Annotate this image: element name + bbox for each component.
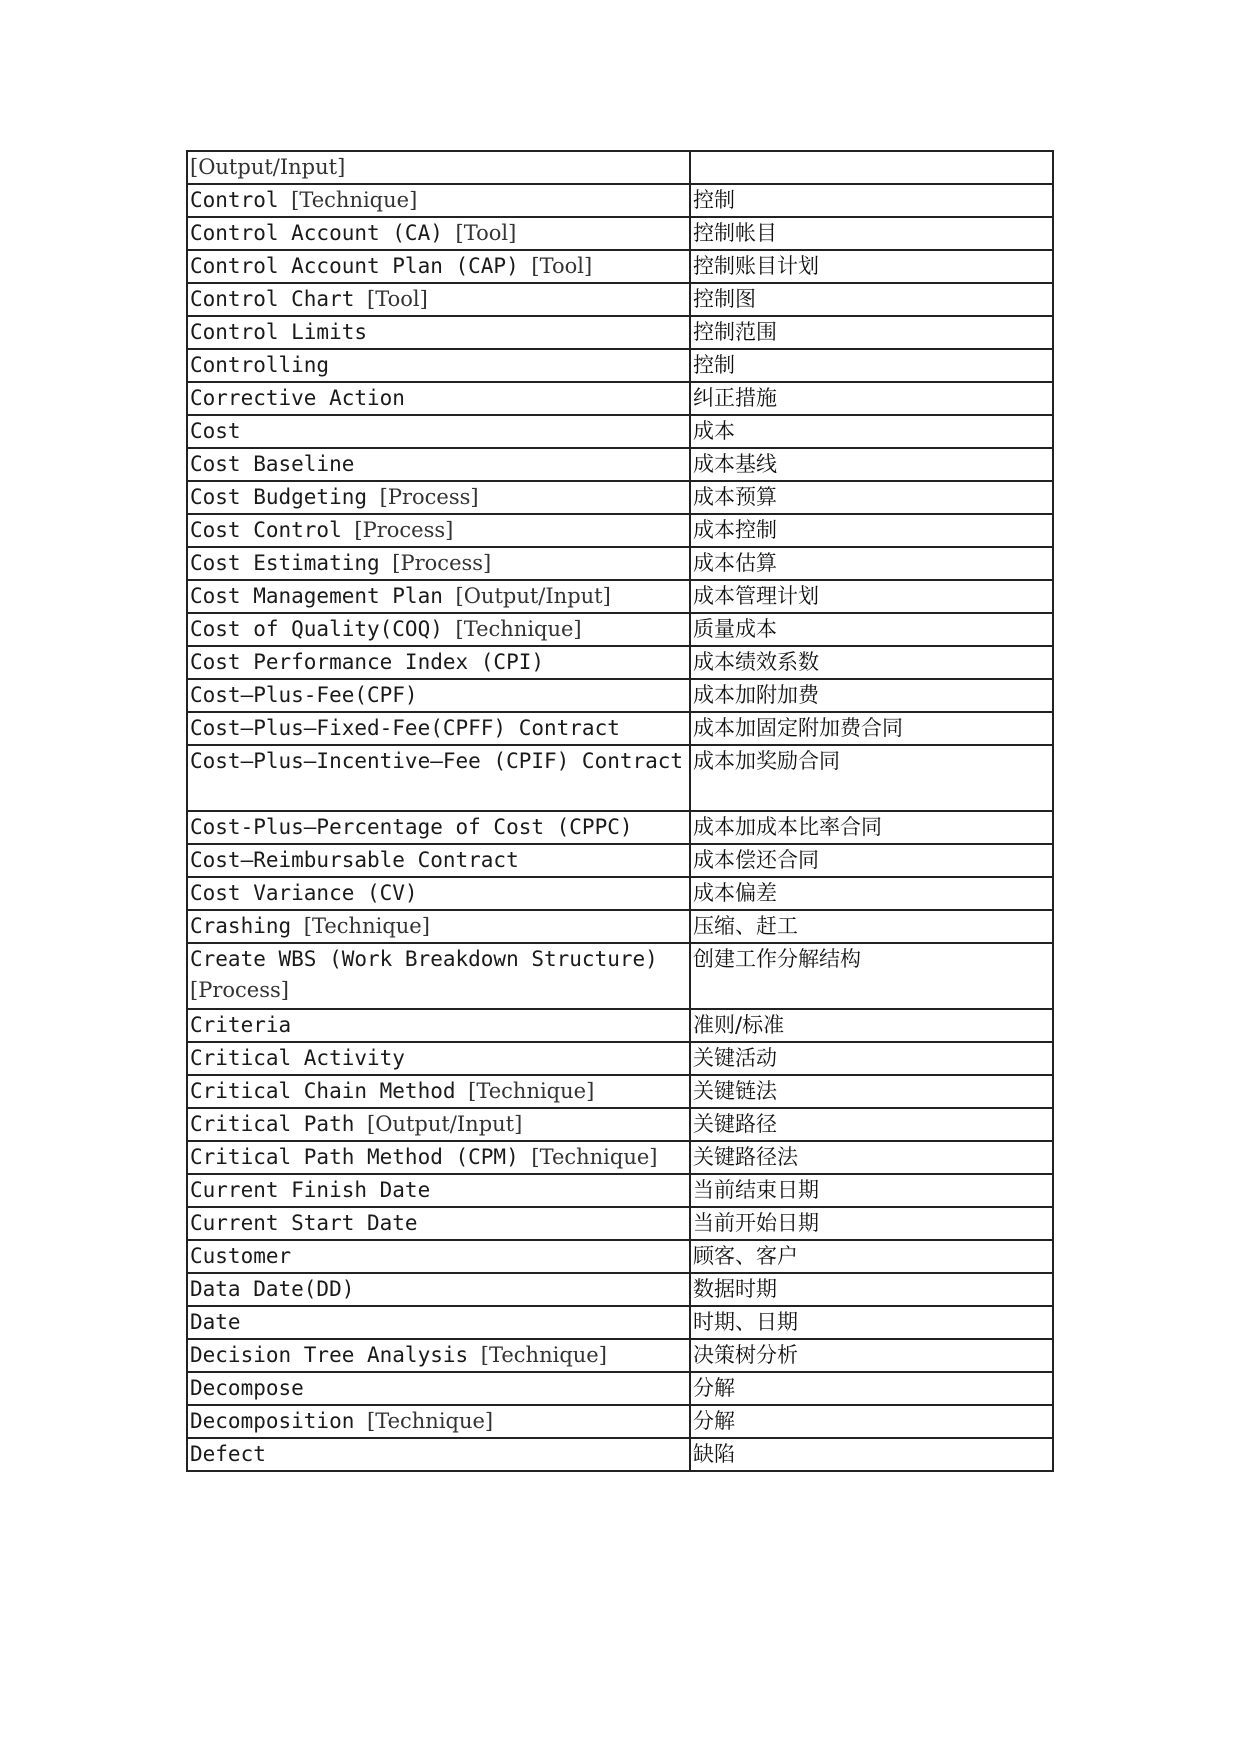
chinese-translation: 质量成本 — [690, 613, 1053, 646]
chinese-translation: 顾客、客户 — [690, 1240, 1053, 1273]
english-term-cell — [187, 415, 690, 448]
english-term-cell — [187, 1339, 690, 1372]
chinese-translation: 当前结束日期 — [690, 1174, 1053, 1207]
term-type-tag: [Technique] — [291, 188, 418, 212]
english-term-cell — [187, 481, 690, 514]
table-row — [187, 1042, 1053, 1075]
table-row — [187, 1273, 1053, 1306]
english-term: Create WBS (Work Breakdown Structure) — [190, 947, 658, 971]
chinese-translation: 分解 — [690, 1405, 1053, 1438]
chinese-translation: 关键活动 — [690, 1042, 1053, 1075]
english-term: Critical Chain Method — [190, 1079, 469, 1103]
english-term-cell — [187, 184, 690, 217]
chinese-translation: 成本基线 — [690, 448, 1053, 481]
english-term-cell — [187, 1075, 690, 1108]
english-term-cell — [187, 1405, 690, 1438]
english-term-cell — [187, 349, 690, 382]
chinese-translation: 成本加成本比率合同 — [690, 811, 1053, 844]
english-term-cell — [187, 1240, 690, 1273]
english-term: Cost-Plus—Percentage of Cost (CPPC) — [190, 815, 633, 839]
english-term: Cost Budgeting — [190, 485, 380, 509]
term-type-tag: [Output/Input] — [190, 155, 346, 179]
english-term-cell — [187, 745, 690, 811]
chinese-translation: 准则/标准 — [690, 1009, 1053, 1042]
english-term: Cost Variance (CV) — [190, 881, 418, 905]
english-term-cell — [187, 712, 690, 745]
chinese-translation: 成本估算 — [690, 547, 1053, 580]
english-term: Cost Estimating — [190, 551, 393, 575]
table-row — [187, 646, 1053, 679]
english-term-cell — [187, 151, 690, 184]
table-row — [187, 448, 1053, 481]
english-term-cell — [187, 1306, 690, 1339]
chinese-translation — [690, 151, 1053, 184]
table-row — [187, 1174, 1053, 1207]
chinese-translation: 成本偏差 — [690, 877, 1053, 910]
english-term-cell — [187, 844, 690, 877]
chinese-translation: 分解 — [690, 1372, 1053, 1405]
table-row — [187, 217, 1053, 250]
english-term-cell — [187, 646, 690, 679]
english-term: Cost Management Plan — [190, 584, 456, 608]
chinese-translation: 成本加固定附加费合同 — [690, 712, 1053, 745]
table-row — [187, 844, 1053, 877]
chinese-translation: 纠正措施 — [690, 382, 1053, 415]
chinese-translation: 成本加附加费 — [690, 679, 1053, 712]
table-row — [187, 250, 1053, 283]
table-row — [187, 910, 1053, 943]
english-term-cell — [187, 910, 690, 943]
english-term-cell — [187, 1042, 690, 1075]
chinese-translation: 控制 — [690, 349, 1053, 382]
chinese-translation: 控制图 — [690, 283, 1053, 316]
english-term: Crashing — [190, 914, 304, 938]
english-term-cell — [187, 1141, 690, 1174]
table-row — [187, 151, 1053, 184]
chinese-translation: 成本绩效系数 — [690, 646, 1053, 679]
english-term: Cost Control — [190, 518, 355, 542]
english-term: Decomposition — [190, 1409, 368, 1433]
glossary-table — [186, 150, 1054, 1472]
english-term-cell — [187, 1207, 690, 1240]
english-term-cell — [187, 613, 690, 646]
table-row — [187, 1075, 1053, 1108]
chinese-translation: 数据时期 — [690, 1273, 1053, 1306]
term-type-tag: [Process] — [392, 551, 492, 575]
chinese-translation: 创建工作分解结构 — [690, 943, 1053, 1009]
table-row — [187, 1405, 1053, 1438]
table-row — [187, 613, 1053, 646]
english-term: Control Account (CA) — [190, 221, 456, 245]
chinese-translation: 控制帐目 — [690, 217, 1053, 250]
english-term: Date — [190, 1310, 241, 1334]
table-row — [187, 1240, 1053, 1273]
english-term: Control — [190, 188, 292, 212]
chinese-translation: 决策树分析 — [690, 1339, 1053, 1372]
english-term-cell — [187, 382, 690, 415]
chinese-translation: 控制范围 — [690, 316, 1053, 349]
english-term: Control Account Plan (CAP) — [190, 254, 532, 278]
glossary-body — [187, 151, 1053, 1471]
english-term-cell — [187, 1009, 690, 1042]
term-type-tag: [Output/Input] — [367, 1112, 523, 1136]
english-term-cell — [187, 580, 690, 613]
english-term-cell — [187, 547, 690, 580]
english-term-cell — [187, 679, 690, 712]
table-row — [187, 1207, 1053, 1240]
english-term-cell — [187, 1108, 690, 1141]
chinese-translation: 当前开始日期 — [690, 1207, 1053, 1240]
english-term: Controlling — [190, 353, 330, 377]
chinese-translation: 成本偿还合同 — [690, 844, 1053, 877]
chinese-translation: 关键路径 — [690, 1108, 1053, 1141]
chinese-translation: 缺陷 — [690, 1438, 1053, 1471]
chinese-translation: 时期、日期 — [690, 1306, 1053, 1339]
english-term: Cost of Quality(COQ) — [190, 617, 456, 641]
chinese-translation: 控制账目计划 — [690, 250, 1053, 283]
table-row — [187, 1306, 1053, 1339]
table-row — [187, 481, 1053, 514]
table-row — [187, 349, 1053, 382]
english-term: Cost Performance Index (CPI) — [190, 650, 545, 674]
english-term-cell — [187, 448, 690, 481]
chinese-translation: 压缩、赶工 — [690, 910, 1053, 943]
term-type-tag: [Process] — [354, 518, 454, 542]
table-row — [187, 1339, 1053, 1372]
chinese-translation: 成本加奖励合同 — [690, 745, 1053, 811]
chinese-translation: 成本管理计划 — [690, 580, 1053, 613]
term-type-tag: [Technique] — [531, 1145, 658, 1169]
english-term: Decompose — [190, 1376, 304, 1400]
table-row — [187, 547, 1053, 580]
term-type-tag: [Technique] — [468, 1079, 595, 1103]
english-term: Cost—Plus—Incentive—Fee (CPIF) Contract — [190, 749, 684, 773]
term-type-tag: [Technique] — [455, 617, 582, 641]
english-term: Corrective Action — [190, 386, 405, 410]
term-type-tag: [Process] — [379, 485, 479, 509]
term-type-tag: [Tool] — [531, 254, 593, 278]
chinese-translation: 成本 — [690, 415, 1053, 448]
english-term-cell — [187, 1372, 690, 1405]
english-term-cell — [187, 877, 690, 910]
english-term-cell — [187, 1174, 690, 1207]
english-term-cell — [187, 316, 690, 349]
english-term-cell — [187, 217, 690, 250]
chinese-translation: 关键路径法 — [690, 1141, 1053, 1174]
english-term-cell — [187, 943, 690, 1009]
english-term: Cost—Reimbursable Contract — [190, 848, 519, 872]
english-term-cell — [187, 514, 690, 547]
chinese-translation: 成本预算 — [690, 481, 1053, 514]
term-type-tag: [Technique] — [303, 914, 430, 938]
english-term: Cost Baseline — [190, 452, 355, 476]
table-row — [187, 1438, 1053, 1471]
term-type-tag: [Output/Input] — [455, 584, 611, 608]
term-type-tag: [Tool] — [367, 287, 428, 311]
english-term: Cost—Plus—Fixed-Fee(CPFF) Contract — [190, 716, 620, 740]
english-term-cell — [187, 283, 690, 316]
english-term: Defect — [190, 1442, 266, 1466]
english-term: Critical Path — [190, 1112, 368, 1136]
english-term: Decision Tree Analysis — [190, 1343, 481, 1367]
english-term: Control Chart — [190, 287, 368, 311]
english-term: Data Date(DD) — [190, 1277, 355, 1301]
english-term: Cost—Plus-Fee(CPF) — [190, 683, 418, 707]
english-term-cell — [187, 811, 690, 844]
table-row — [187, 184, 1053, 217]
table-row — [187, 1372, 1053, 1405]
term-type-tag: [Tool] — [455, 221, 517, 245]
table-row — [187, 1009, 1053, 1042]
table-row — [187, 1141, 1053, 1174]
table-row — [187, 580, 1053, 613]
table-row — [187, 679, 1053, 712]
table-row — [187, 283, 1053, 316]
table-row — [187, 745, 1053, 811]
english-term: Current Finish Date — [190, 1178, 431, 1202]
term-type-tag: [Process] — [190, 978, 289, 1002]
english-term: Cost — [190, 419, 241, 443]
english-term-cell — [187, 250, 690, 283]
chinese-translation: 成本控制 — [690, 514, 1053, 547]
term-type-tag: [Technique] — [367, 1409, 494, 1433]
table-row — [187, 415, 1053, 448]
table-row — [187, 1108, 1053, 1141]
table-row — [187, 943, 1053, 1009]
table-row — [187, 382, 1053, 415]
table-row — [187, 877, 1053, 910]
table-row — [187, 316, 1053, 349]
term-type-tag: [Technique] — [480, 1343, 607, 1367]
table-row — [187, 811, 1053, 844]
english-term: Current Start Date — [190, 1211, 418, 1235]
table-row — [187, 712, 1053, 745]
table-row — [187, 514, 1053, 547]
english-term: Control Limits — [190, 320, 368, 344]
english-term-cell — [187, 1273, 690, 1306]
english-term: Customer — [190, 1244, 292, 1268]
chinese-translation: 控制 — [690, 184, 1053, 217]
chinese-translation: 关键链法 — [690, 1075, 1053, 1108]
english-term: Criteria — [190, 1013, 292, 1037]
english-term: Critical Path Method (CPM) — [190, 1145, 532, 1169]
english-term-cell — [187, 1438, 690, 1471]
english-term: Critical Activity — [190, 1046, 405, 1070]
